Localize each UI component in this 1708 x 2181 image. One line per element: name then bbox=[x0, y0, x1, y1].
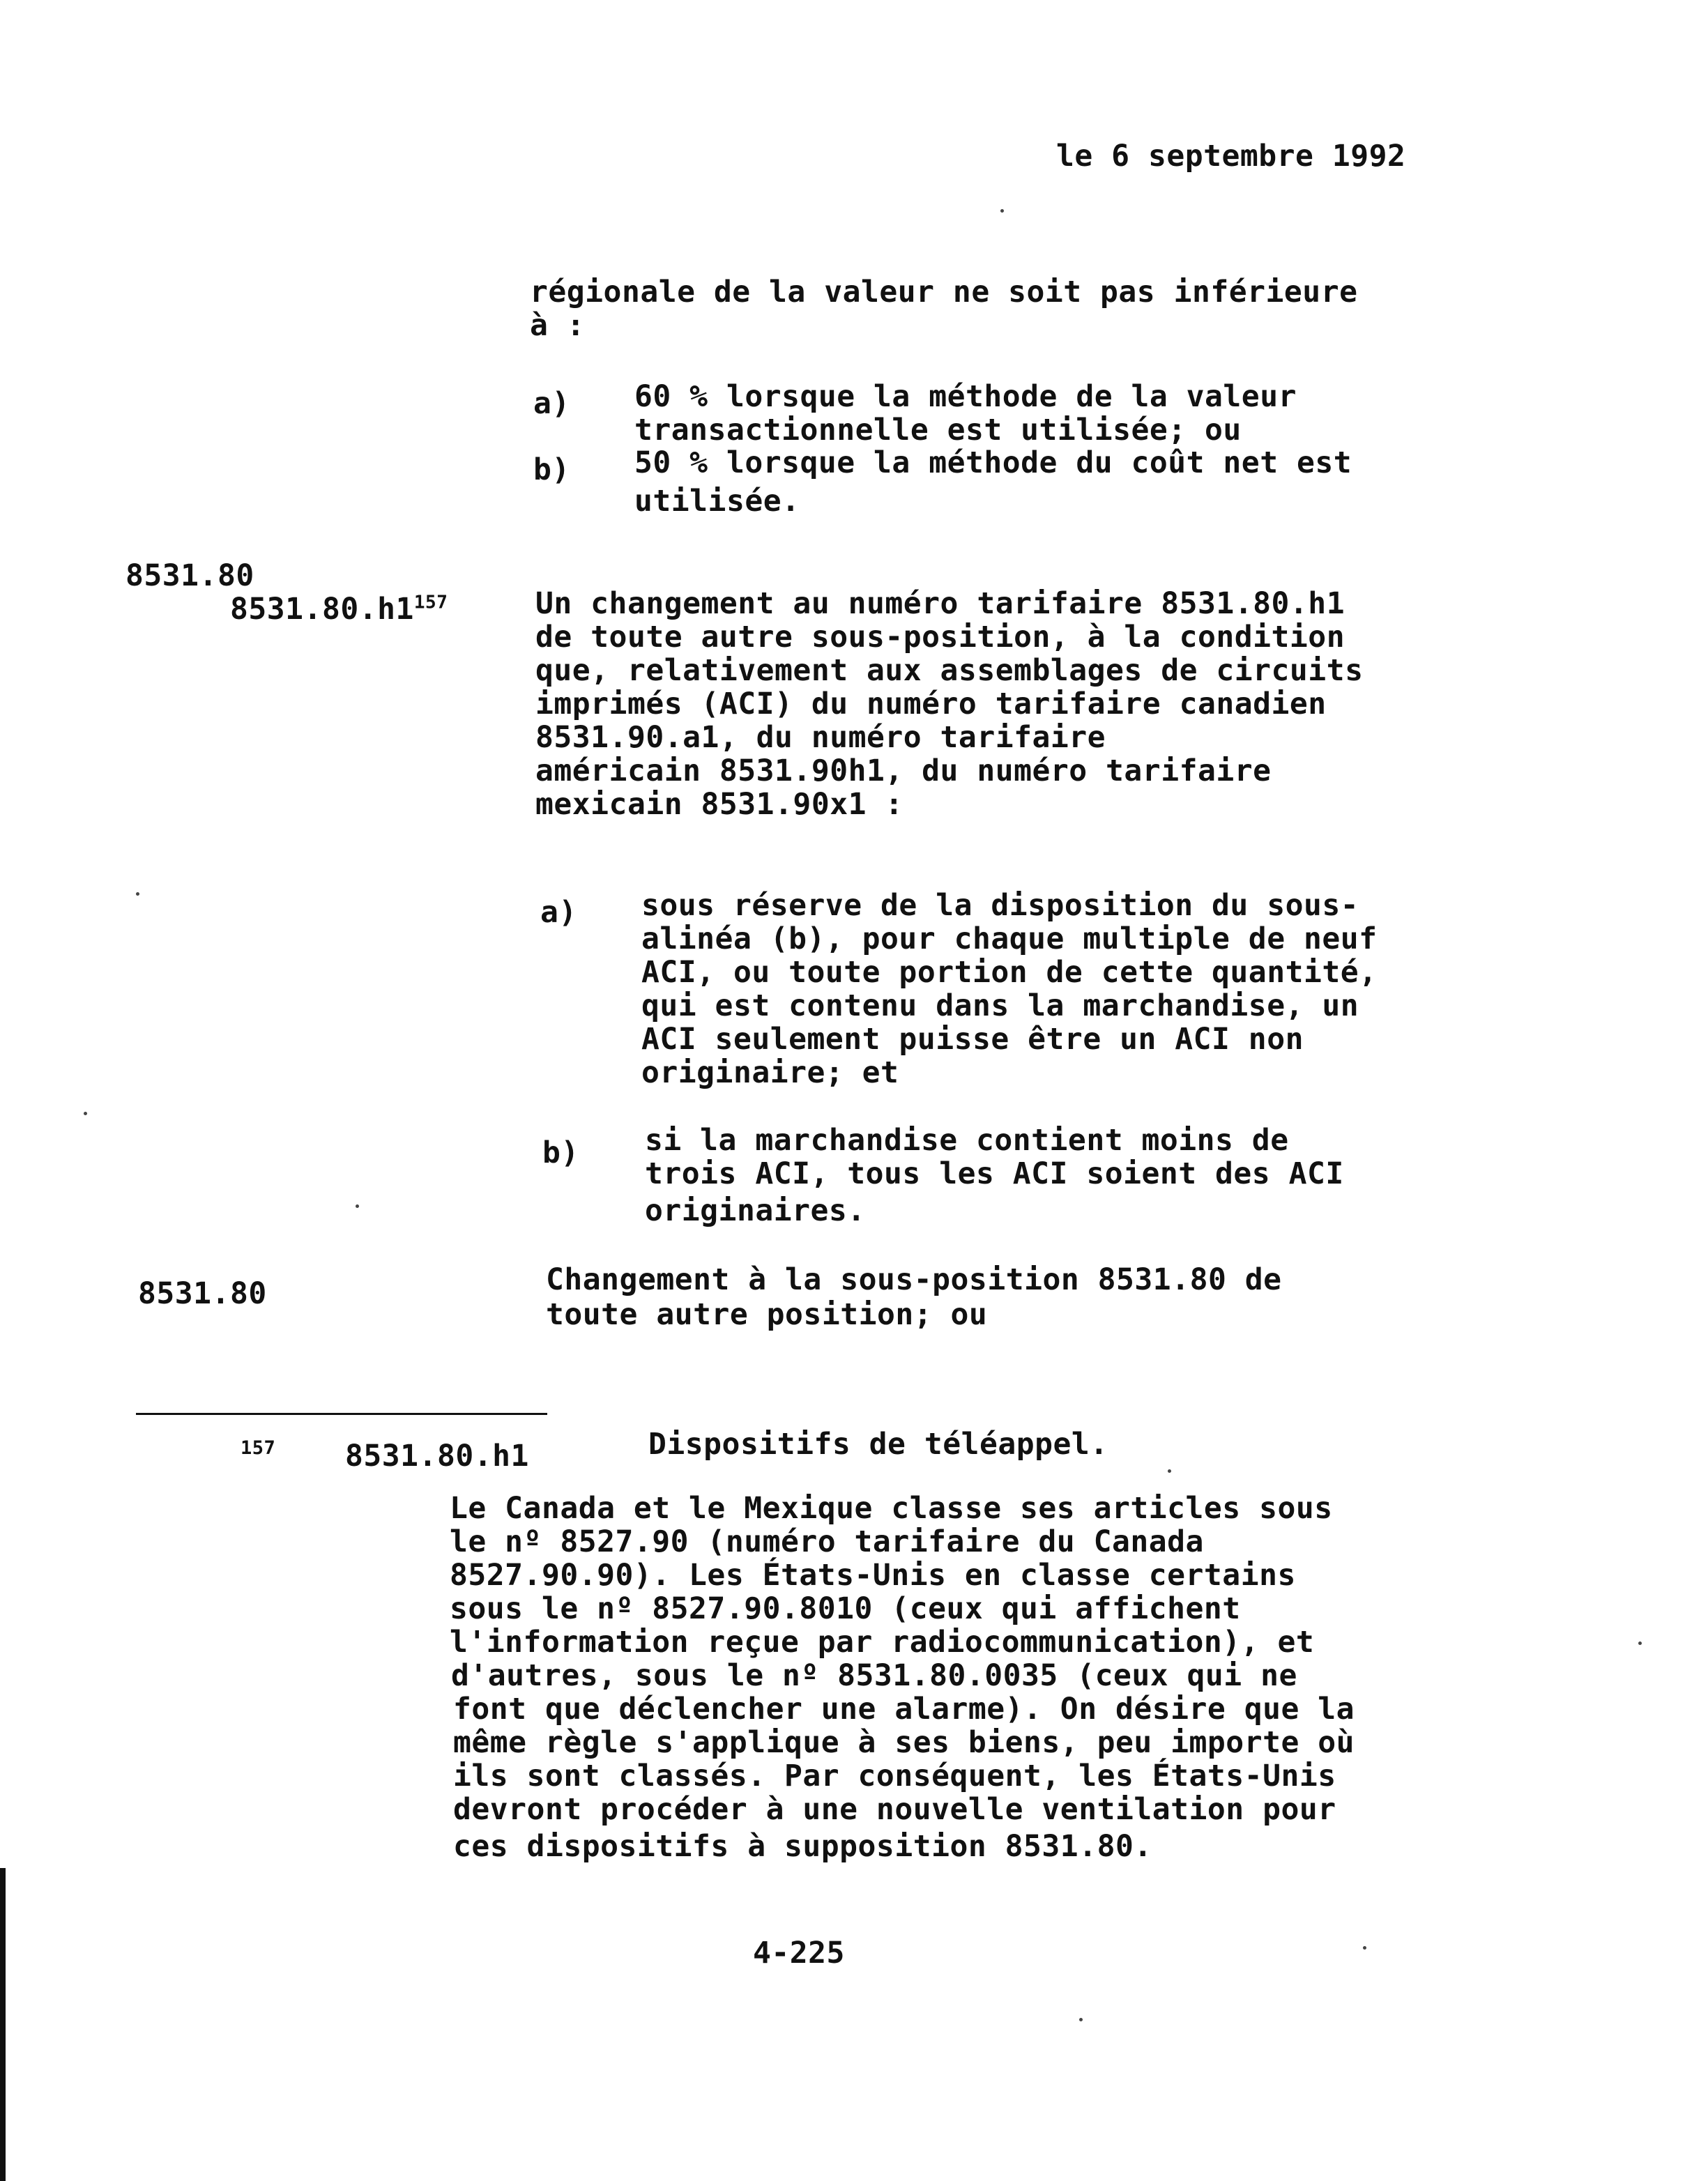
scan-speck bbox=[1638, 1642, 1642, 1645]
rule2-line-2: toute autre position; ou bbox=[546, 1297, 988, 1332]
rule1-item-b-label: b) bbox=[542, 1135, 579, 1170]
intro-line-2: à : bbox=[530, 308, 586, 343]
rule1-heading-code: 8531.80 bbox=[125, 558, 254, 593]
intro-item-b-line-1: 50 % lorsque la méthode du coût net est bbox=[634, 445, 1352, 480]
scan-speck bbox=[356, 1204, 359, 1208]
page-number: 4-225 bbox=[753, 1936, 845, 1970]
intro-item-b-line-2: utilisée. bbox=[634, 484, 800, 519]
footnote-line-9: ils sont classés. Par conséquent, les États-Unis bbox=[453, 1759, 1336, 1793]
rule1-item-b-line-1: si la marchandise contient moins de bbox=[645, 1123, 1289, 1158]
rule1-item-a-line-5: ACI seulement puisse être un ACI non bbox=[641, 1022, 1304, 1057]
footnote-line-8: même règle s'applique à ses biens, peu importe où bbox=[453, 1725, 1355, 1760]
rule1-item-a-line-6: originaire; et bbox=[641, 1055, 899, 1090]
rule1-item-a-line-2: alinéa (b), pour chaque multiple de neuf bbox=[641, 921, 1378, 956]
scan-speck bbox=[84, 1112, 87, 1115]
rule1-line-2: de toute autre sous-position, à la condition bbox=[535, 620, 1345, 655]
footnote-line-1: Le Canada et le Mexique classe ses articles sous bbox=[450, 1491, 1333, 1526]
rule1-item-a-line-3: ACI, ou toute portion de cette quantité, bbox=[641, 955, 1378, 990]
footnote-separator bbox=[136, 1413, 547, 1415]
intro-item-b-label: b) bbox=[533, 452, 570, 487]
scan-edge-bar bbox=[0, 1868, 6, 2181]
footnote-reference: 157 bbox=[413, 592, 448, 613]
rule1-item-a-line-4: qui est contenu dans la marchandise, un bbox=[641, 988, 1359, 1023]
scan-speck bbox=[1079, 2018, 1083, 2021]
scan-speck bbox=[136, 892, 139, 896]
footnote-title: Dispositifs de téléappel. bbox=[648, 1427, 1108, 1462]
footnote-line-7: font que déclencher une alarme). On désire que la bbox=[453, 1692, 1355, 1727]
rule1-item-a-line-1: sous réserve de la disposition du sous- bbox=[641, 888, 1359, 923]
footnote-line-6: d'autres, sous le nº 8531.80.0035 (ceux qui ne bbox=[451, 1658, 1297, 1693]
rule1-item-a-label: a) bbox=[540, 895, 577, 930]
rule1-line-6: américain 8531.90h1, du numéro tarifaire bbox=[535, 753, 1272, 788]
rule1-subcode-text: 8531.80.h1 bbox=[230, 592, 414, 627]
rule2-line-1: Changement à la sous-position 8531.80 de bbox=[546, 1262, 1282, 1297]
footnote-line-4: sous le nº 8527.90.8010 (ceux qui affichent bbox=[450, 1591, 1241, 1626]
rule1-item-b-line-2: trois ACI, tous les ACI soient des ACI bbox=[645, 1156, 1344, 1191]
footnote-line-3: 8527.90.90). Les États-Unis en classe certains bbox=[450, 1558, 1296, 1593]
rule2-code: 8531.80 bbox=[138, 1276, 267, 1311]
rule1-line-5: 8531.90.a1, du numéro tarifaire bbox=[535, 720, 1106, 755]
rule1-item-b-line-3: originaires. bbox=[645, 1193, 866, 1228]
intro-item-a-line-2: transactionnelle est utilisée; ou bbox=[634, 413, 1242, 447]
footnote-line-5: l'information reçue par radiocommunication), et bbox=[450, 1625, 1315, 1660]
footnote-line-10: devront procéder à une nouvelle ventilation pour bbox=[453, 1792, 1336, 1827]
intro-line-1: régionale de la valeur ne soit pas inférieure bbox=[530, 275, 1358, 309]
header-date: le 6 septembre 1992 bbox=[1056, 139, 1406, 174]
intro-item-a-label: a) bbox=[533, 386, 570, 421]
footnote-code: 8531.80.h1 bbox=[345, 1439, 529, 1474]
scan-speck bbox=[1168, 1469, 1171, 1473]
footnote-line-11: ces dispositifs à supposition 8531.80. bbox=[453, 1829, 1152, 1864]
scan-speck bbox=[1000, 209, 1004, 213]
footnote-number: 157 bbox=[241, 1437, 276, 1459]
rule1-line-4: imprimés (ACI) du numéro tarifaire canadien bbox=[535, 687, 1327, 721]
rule1-subcode bbox=[230, 592, 448, 626]
intro-item-a-line-1: 60 % lorsque la méthode de la valeur bbox=[634, 379, 1297, 414]
footnote-line-2: le nº 8527.90 (numéro tarifaire du Canada bbox=[450, 1524, 1204, 1559]
scan-speck bbox=[1363, 1946, 1366, 1950]
rule1-line-3: que, relativement aux assemblages de circuits bbox=[535, 653, 1364, 688]
rule1-line-1: Un changement au numéro tarifaire 8531.80.h1 bbox=[535, 586, 1345, 621]
rule1-line-7: mexicain 8531.90x1 : bbox=[535, 787, 903, 822]
